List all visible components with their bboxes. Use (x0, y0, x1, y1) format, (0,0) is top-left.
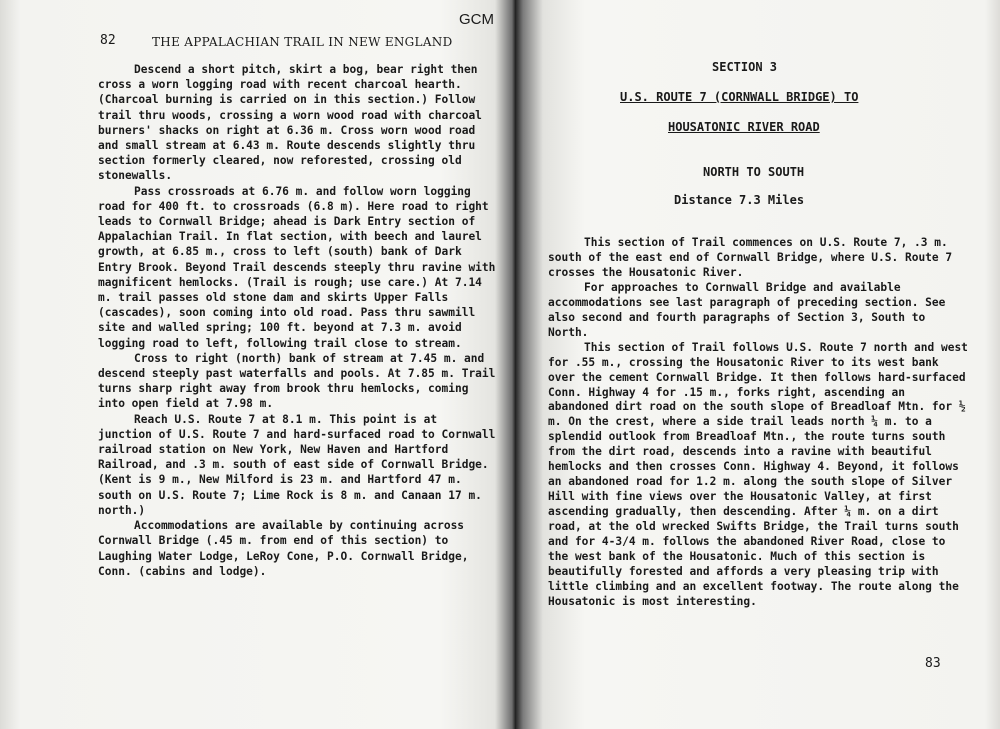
paragraph: Pass crossroads at 6.76 m. and follow worn logging road for 400 ft. to crossroads (6.8 m). Here road to right leads to Cornwall Bridge; ahead is Dark Entry section of Appalachian Trail. In flat section, with beech and laurel growth, at 6.85 m., cross to left (south) bank of Dark Entry Brook. Beyond Trail descends steeply thru ravine with magnificent hemlocks. (Trail is rough; use care.) At 7.14 m. trail passes old stone dam and skirts Upper Falls (cascades), soon coming into old road. Pass thru sawmill site and walled spring; 100 ft. beyond at 7.3 m. avoid logging road to left, following trail close to stream. (98, 184, 496, 350)
section-number: SECTION 3 (712, 60, 778, 74)
paragraph: This section of Trail commences on U.S. Route 7, .3 m. south of the east end of Cornwall Bridge, where U.S. Route 7 crosses the Housatonic River. (548, 236, 953, 279)
right-body-text (548, 236, 968, 610)
paragraph: For approaches to Cornwall Bridge and available accommodations see last paragraph of preceding section. See also second and fourth paragraphs of Section 3, South to North. (548, 280, 946, 339)
paragraph: Reach U.S. Route 7 at 8.1 m. This point is at junction of U.S. Route 7 and hard-surfaced road to Cornwall railroad station on New York, New Haven and Hartford Railroad, and .3 m. south of east side of Cornwall Bridge. (Kent is 9 m., New Milford is 23 m. and Hartford 47 m. south on U.S. Route 7; Lime Rock is 8 m. and Canaan 17 m. north.) (98, 412, 496, 517)
paragraph: This section of Trail follows U.S. Route 7 north and west for .55 m., crossing the Housatonic River to its west bank over the cement Cornwall Bridge. It then follows hard-surfaced Conn. Highway 4 for .15 m., forks right, ascending an abandoned dirt road on the south slope of Breadloaf Mtn. for ½ m. On the crest, where a side trail leads north ¼ m. to a splendid outlook from Breadloaf Mtn., the route turns south from the dirt road, descends into a ravine with beautiful hemlocks and then crosses Conn. Highway 4. Beyond, it follows an abandoned road for 1.2 m. along the south slope of Silver Hill with fine views over the Housatonic Valley, at first ascending gradually, then descending. After ¼ m. on a dirt road, at the old wrecked Swifts Bridge, the Trail turns south and for 4-3/4 m. follows the abandoned River Road, close to the west bank of the Housatonic. Much of this section is beautifully forested and affords a very pleasing trip with little climbing and an excellent footway. The route along the Housatonic is most interesting. (548, 340, 968, 608)
right-page (515, 0, 1000, 729)
page-number-left: 82 (100, 33, 116, 48)
left-body-text (98, 62, 496, 579)
paragraph: Descend a short pitch, skirt a bog, bear right then cross a worn logging road with recent charcoal hearth. (Charcoal burning is carried on in this section.) Follow trail thru woods, crossing a worn wood road with charcoal burners' shacks on right at 6.36 m. Cross worn wood road and small stream at 6.43 m. Route descends slightly thru section formerly cleared, now reforested, crossing old stonewalls. (98, 63, 482, 183)
stamp-mark: GCM (459, 11, 494, 28)
running-head: THE APPALACHIAN TRAIL IN NEW ENGLAND (152, 35, 453, 49)
distance-heading: Distance 7.3 Miles (674, 193, 805, 207)
section-title-line1: U.S. ROUTE 7 (CORNWALL BRIDGE) TO (620, 90, 859, 104)
direction-heading: NORTH TO SOUTH (703, 165, 805, 179)
page-number-right: 83 (925, 656, 941, 671)
section-title-line2: HOUSATONIC RIVER ROAD (668, 120, 820, 134)
paragraph: Cross to right (north) bank of stream at 7.45 m. and descend steeply past waterfalls and pools. At 7.85 m. Trail turns sharp right away from brook thru hemlocks, coming into open field at 7.98 m. (98, 351, 496, 411)
paragraph: Accommodations are available by continuing across Cornwall Bridge (.45 m. from end of this section) to Laughing Water Lodge, LeRoy Cone, P.O. Cornwall Bridge, Conn. (cabins and lodge). (98, 519, 469, 578)
